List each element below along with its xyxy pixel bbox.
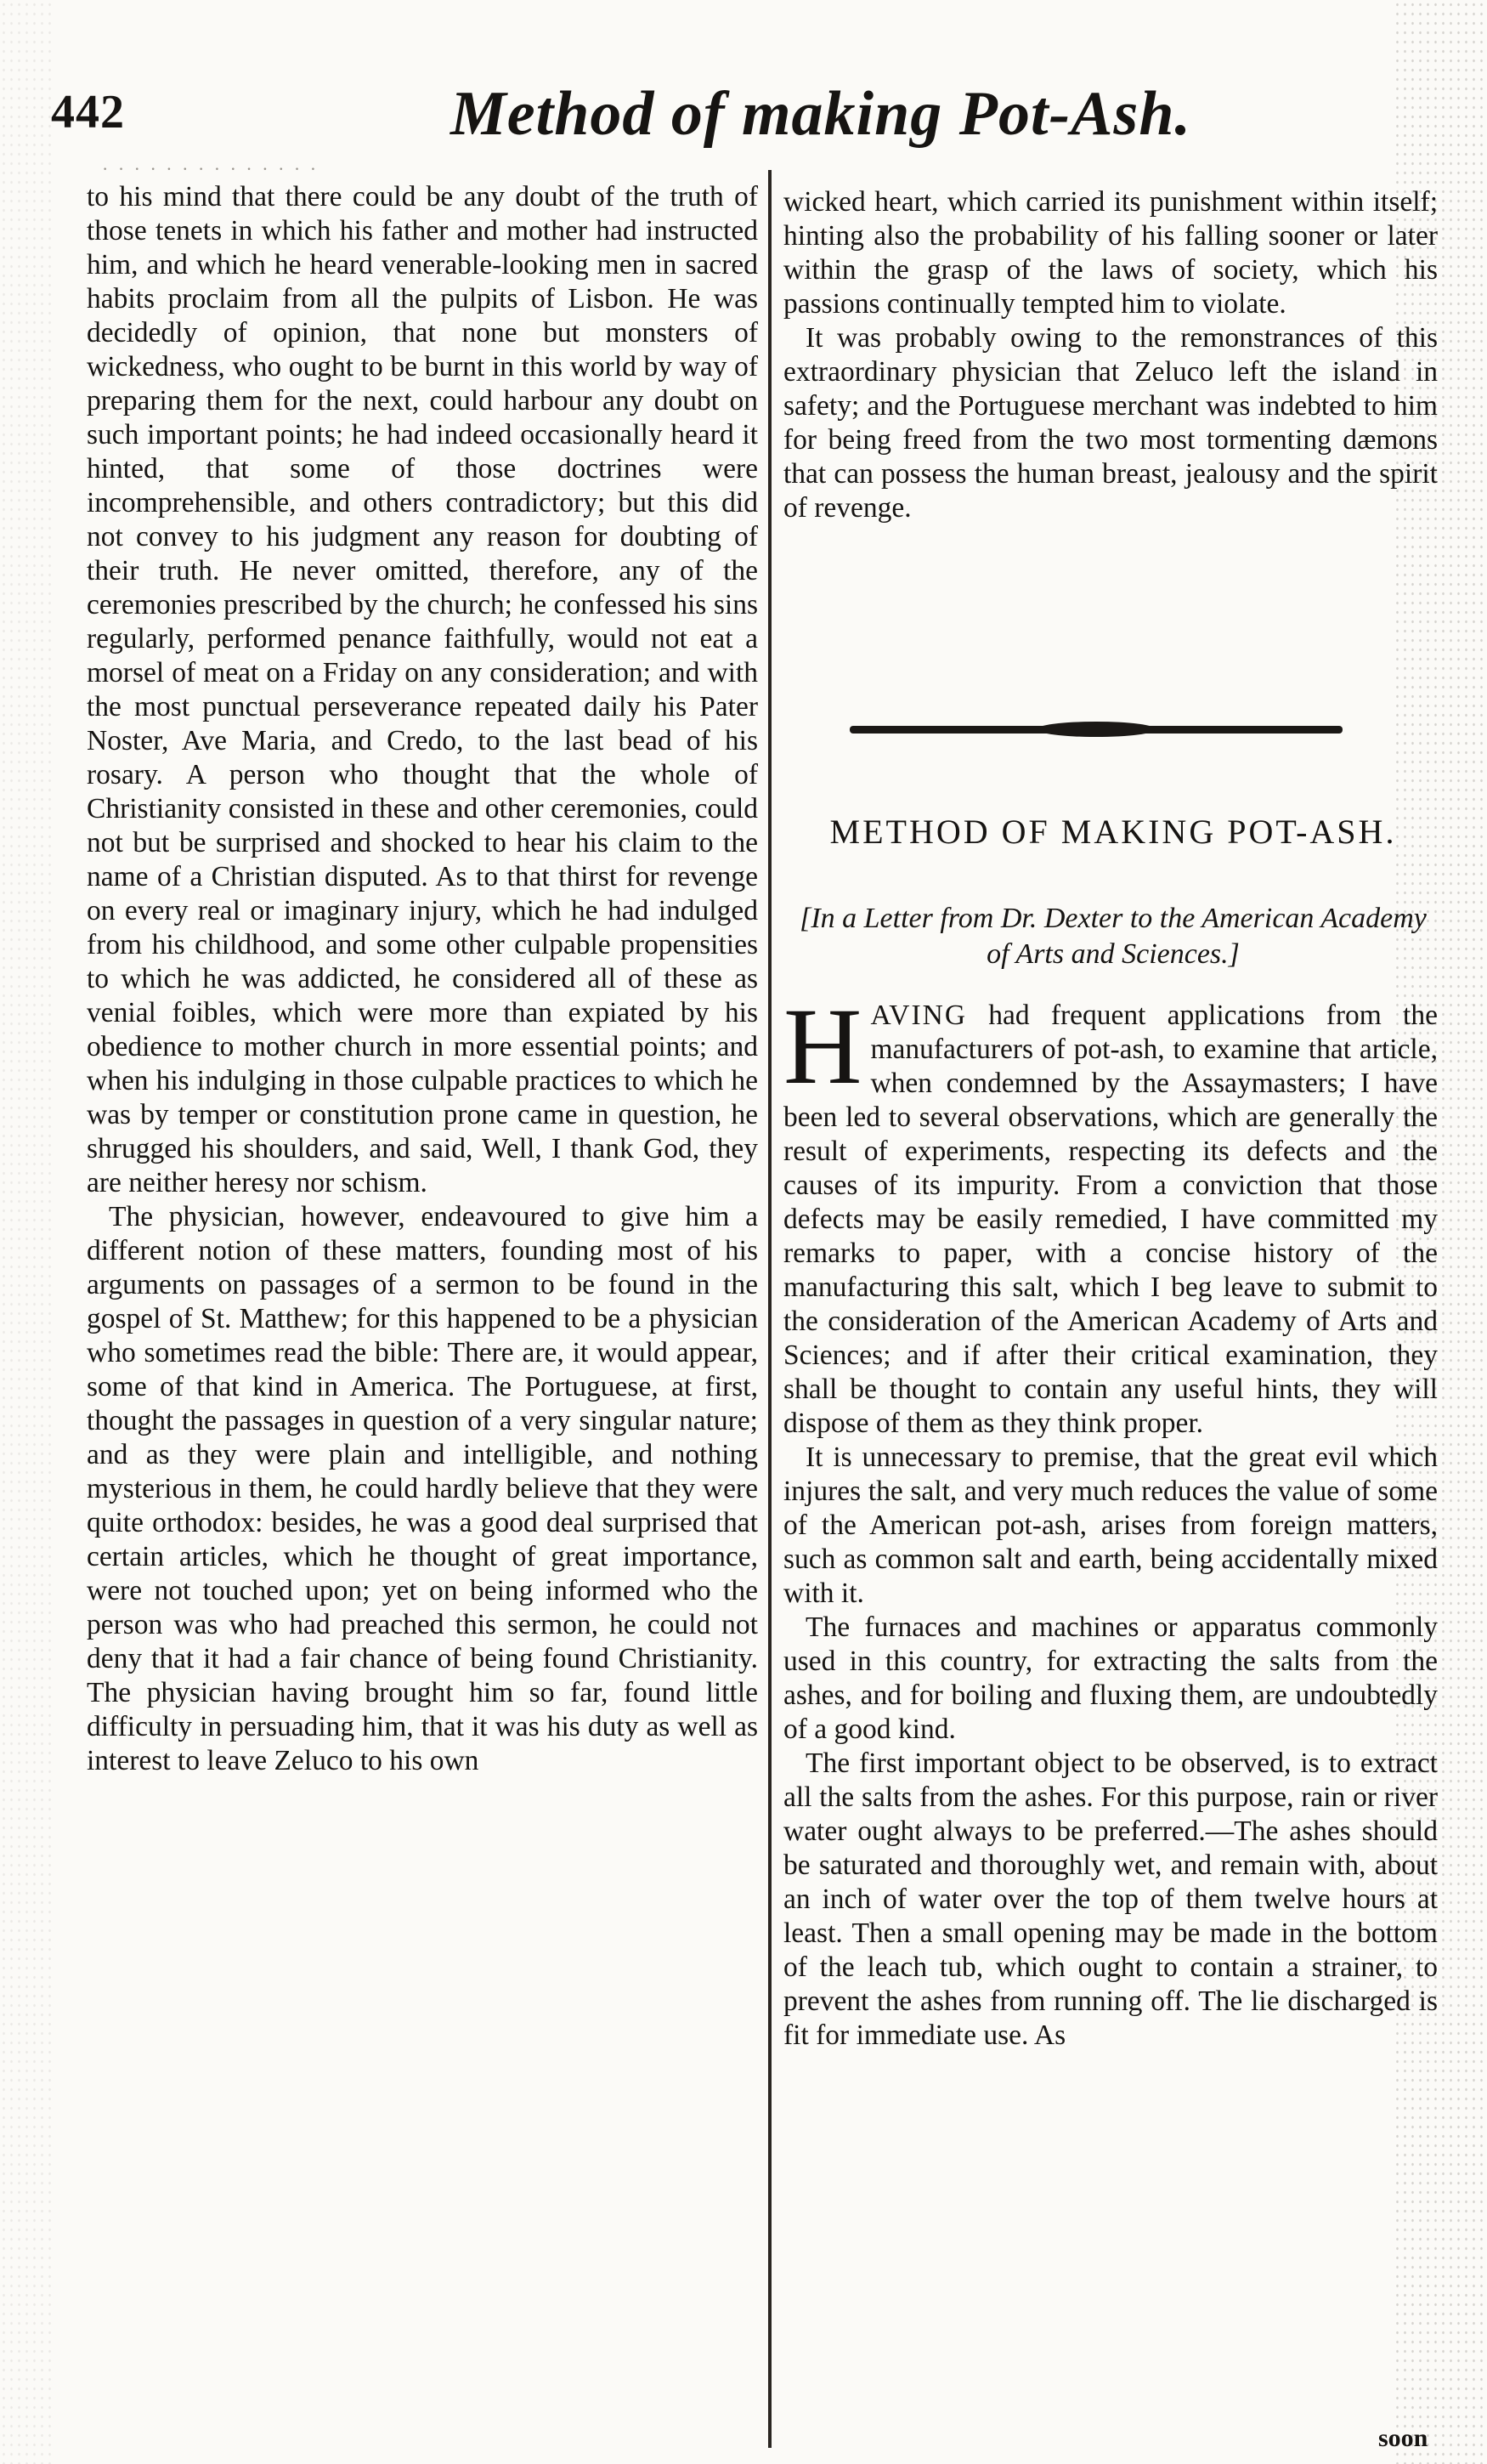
article-paragraph-2: It is unnecessary to premise, that the great evil which injures the salt, and very much reduces the value of some of the American pot-ash, arises from foreign matters, such as common salt and earth, being accidentally mixed with it.: [783, 1442, 1438, 1609]
article-paragraph-4: The first important object to be observed, is to extract all the salts from the ashes. For this purpose, rain or river water ought always to be preferred.—The ashes should be saturated and thoroughly wet, and remain with, about an inch of water over the top of them twelve hours at least. Then a small opening may be made in the bottom of the leach tub, which ought to contain a strainer, to prevent the ashes from running off. The lie discharged is fit for immediate use. As: [783, 1747, 1438, 2051]
left-column: [87, 180, 758, 1778]
first-word: AVING: [870, 1000, 968, 1031]
article-title: METHOD OF MAKING POT-ASH.: [829, 813, 1397, 851]
right-column-top: [783, 185, 1438, 525]
article-paragraph-3: The furnaces and machines or apparatus commonly used in this country, for extracting the salts from the ashes, and for boiling and fluxing them, are undoubtedly of a good kind.: [783, 1612, 1438, 1745]
right-paragraph-1: wicked heart, which carried its punishment within itself; hinting also the probability of his falling sooner or later within the grasp of the laws of society, which his passions continually tempted him to violate.: [783, 186, 1438, 320]
section-divider-ornament: [850, 726, 1343, 734]
article-paragraph-1: [783, 986, 1438, 1441]
stray-marks: · · · · · · · · · · · · · ·: [102, 158, 319, 179]
drop-cap: H: [783, 986, 862, 1107]
article-body: [783, 986, 1438, 2053]
left-paragraph-2: The physician, however, endeavoured to give him a different notion of these matters, founding most of his arguments on passages of a sermon to be found in the gospel of St. Matthew; for this happened to be a physician who sometimes read the bible: There are, it would appear, some of that kind in America. The Portuguese, at first, thought the passages in question of a very singular nature; and as they were plain and intelligible, and nothing mysterious in them, he could hardly believe that they were quite orthodox: besides, he was a good deal surprised that certain articles, which he thought of great importance, were not touched upon; yet on being informed who the person was who had preached this sermon, he could not deny that it had a fair chance of being found Christianity. The physician having brought him so far, found little difficulty in persuading him, that it was his duty as well as interest to leave Zeluco to his own: [87, 1201, 758, 1776]
left-paragraph-1: to his mind that there could be any doubt of the truth of those tenets in which his father and mother had instructed him, and which he heard venerable-looking men in sacred habits proclaim from all the pulpits of Lisbon. He was decidedly of opinion, that none but monsters of wickedness, who ought to be burnt in this world by way of preparing them for the next, could harbour any doubt on such important points; he had indeed occasionally heard it hinted, that some of those doctrines were incomprehensible, and others contradictory; but this did not convey to his judgment any reason for doubting of their truth. He never omitted, therefore, any of the ceremonies prescribed by the church; he confessed his sins regularly, performed penance faithfully, would not eat a morsel of meat on a Friday on any consideration; and with the most punctual perseverance repeated daily his Pater Noster, Ave Maria, and Credo, to the last bead of his rosary. A person who thought that the whole of Christianity consisted in these and other ceremonies, could not but be surprised and shocked to hear his claim to the name of a Christian disputed. As to that thirst for revenge on every real or imaginary injury, which he had indulged from his childhood, and some other culpable propensities to which he was addicted, he considered all of these as venial foibles, which were more than expiated by his obedience to mother church in more essential points; and when his indulging in those culpable practices to which he was by temper or constitution prone came in question, he shrugged his shoulders, and said, Well, I thank God, they are neither heresy nor schism.: [87, 181, 758, 1198]
running-head: Method of making Pot-Ash.: [450, 79, 1191, 149]
article-subtitle: [In a Letter from Dr. Dexter to the American Academy of Arts and Sciences.]: [800, 903, 1427, 970]
column-divider: [768, 170, 772, 2448]
catchword: soon: [1378, 2424, 1428, 2452]
article-paragraph-1-text: had frequent applications from the manufacturers of pot-ash, to examine that article, when condemned by the Assaymasters; I have been led to several observations, which are generally the result of experiments, respecting its defects and the causes of its impurity. From a conviction that those defects may be easily remedied, I have committed my remarks to paper, with a concise history of the manufacturing this salt, which I beg leave to submit to the consideration of the American Academy of Arts and Sciences; and if after their critical examination, they shall be thought to contain any useful hints, they will dispose of them as they think proper.: [783, 1000, 1438, 1439]
scan-noise-left: [0, 0, 51, 2464]
right-paragraph-2: It was probably owing to the remonstrances of this extraordinary physician that Zeluco left the island in safety; and the Portuguese merchant was indebted to him for being freed from the two most tormenting dæmons that can possess the human breast, jealousy and the spirit of revenge.: [783, 322, 1438, 524]
page-header: [51, 78, 1445, 155]
page-number: 442: [51, 86, 125, 139]
